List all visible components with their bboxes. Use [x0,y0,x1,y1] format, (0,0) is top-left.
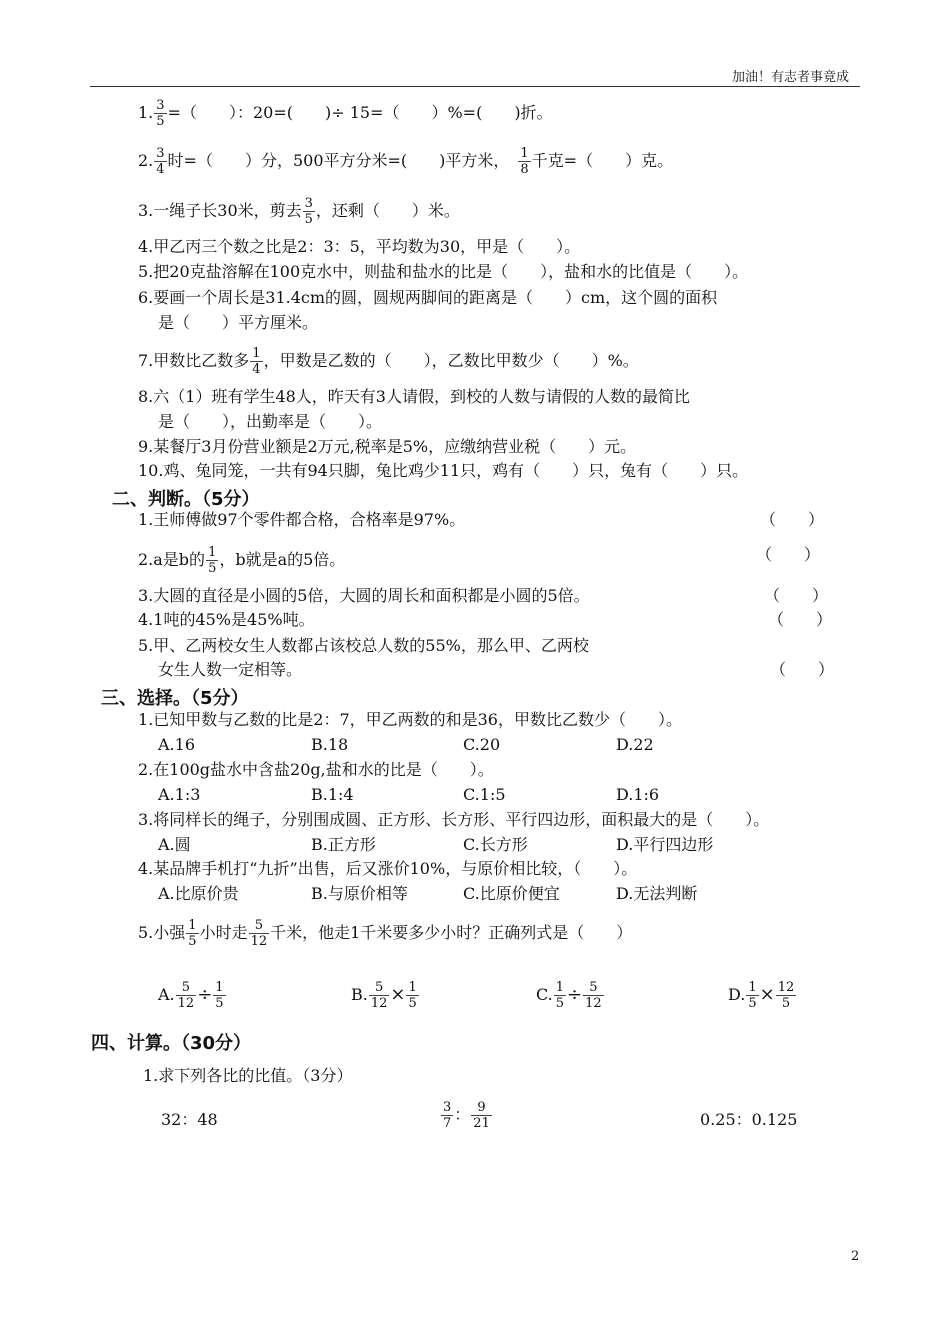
choice-option-a[interactable]: A.16 [158,735,195,754]
fraction: $\frac{1}{5}$ [208,545,217,576]
choice-option-d[interactable]: D.无法判断 [616,884,698,903]
fraction: $\frac{1}{5}$ [408,980,417,1011]
choice-option-c[interactable]: C.比原价便宜 [463,884,560,903]
answer-paren[interactable]: （ ） [764,586,829,605]
fraction: $\frac{5}{12}$ [585,980,602,1011]
choice-option-c[interactable]: C.20 [463,735,501,754]
fraction: $\frac{3}{5}$ [156,98,165,129]
choice-option-c[interactable]: C.1:5 [463,785,506,804]
fraction: $\frac{1}{5}$ [188,918,197,949]
fill-question-3: 3.一绳子长30米，剪去 $\frac{3}{5}$ ，还剩（ ）米。 [138,196,460,227]
choice-option-a[interactable]: A. $\frac{5}{12}$ ÷ $\frac{1}{5}$ [158,980,224,1011]
fill-question-10: 10.鸡、兔同笼，一共有94只脚，兔比鸡少11只，鸡有（ ）只，兔有（ ）只。 [138,461,749,480]
fill-question-7: 7.甲数比乙数多 $\frac{1}{4}$ ，甲数是乙数的（ ），乙数比甲数少（ ）%。 [138,346,639,377]
answer-paren[interactable]: （ ） [756,545,821,564]
choice-question-2: 2.在100g盐水中含盐20g,盐和水的比是（ ）。 [138,760,494,779]
choice-option-d[interactable]: D.1:6 [616,785,660,804]
ratio-3: 0.25：0.125 [700,1110,798,1129]
choice-option-b[interactable]: B.与原价相等 [311,884,408,903]
judge-question-4: 4.1吨的45%是45%吨。 [138,610,315,629]
choice-option-c[interactable]: C.长方形 [463,835,528,854]
ratio-1: 32：48 [161,1110,218,1129]
judge-question-5-line1: 5.甲、乙两校女生人数都占该校总人数的55%，那么甲、乙两校 [138,636,589,655]
fraction: $\frac{3}{5}$ [304,196,313,227]
answer-paren[interactable]: （ ） [770,660,835,679]
fraction: $\frac{5}{12}$ [250,918,268,949]
judge-question-5-line2: 女生人数一定相等。 [158,660,303,679]
choice-option-c[interactable]: C. $\frac{1}{5}$ ÷ $\frac{5}{12}$ [536,980,602,1011]
fraction: $\frac{1}{5}$ [555,980,565,1011]
fill-question-1: 1. $\frac{3}{5}$ =（ ）：20=( )÷ 15=（ ）%=( )折。 [138,98,553,129]
section-title-calc: 四、计算。（30分） [91,1033,252,1054]
calc-question-1: 1.求下列各比的比值。（3分） [143,1066,353,1085]
choice-option-a[interactable]: A.圆 [158,835,191,854]
ratio-2: $\frac{3}{7}$ ： $\frac{9}{21}$ [443,1100,490,1131]
answer-paren[interactable]: （ ） [760,510,825,529]
section-title-judge: 二、判断。（5分） [112,489,260,510]
fraction: $\frac{5}{12}$ [177,980,195,1011]
fraction: $\frac{5}{12}$ [370,980,388,1011]
answer-paren[interactable]: （ ） [768,610,833,629]
fill-question-8-line1: 8.六（1）班有学生48人，昨天有3人请假，到校的人数与请假的人数的最简比 [138,387,690,406]
choice-option-b[interactable]: B. $\frac{5}{12}$ × $\frac{1}{5}$ [351,980,417,1011]
section-title-choice: 三、选择。（5分） [101,688,249,709]
fill-question-5: 5.把20克盐溶解在100克水中，则盐和盐水的比是（ ），盐和水的比值是（ ）。 [138,262,749,281]
fraction: $\frac{1}{4}$ [252,346,261,377]
fill-question-6-line1: 6.要画一个周长是31.4cm的圆，圆规两脚间的距离是（ ）cm，这个圆的面积 [138,288,718,307]
choice-question-3: 3.将同样长的绳子，分别围成圆、正方形、长方形、平行四边形，面积最大的是（ ）。 [138,810,770,829]
choice-question-5: 5.小强 $\frac{1}{5}$ 小时走 $\frac{5}{12}$ 千米，他走1千米要多少小时？正确列式是（ ） [138,918,633,949]
choice-option-d[interactable]: D.22 [616,735,654,754]
choice-option-d[interactable]: D. $\frac{1}{5}$ × $\frac{12}{5}$ [728,980,795,1011]
fill-question-9: 9.某餐厅3月份营业额是2万元,税率是5%，应缴纳营业税（ ）元。 [138,437,637,456]
fill-question-2: 2. $\frac{3}{4}$ 时=（ ）分，500平方分米=( )平方米， $\frac{1}{8}$ 千克=（ ）克。 [138,146,674,177]
header-rule [90,86,860,87]
fraction: $\frac{1}{5}$ [215,980,224,1011]
choice-option-b[interactable]: B.18 [311,735,349,754]
choice-option-a[interactable]: A.1:3 [158,785,201,804]
fraction: $\frac{9}{21}$ [473,1100,490,1131]
choice-question-1: 1.已知甲数与乙数的比是2：7，甲乙两数的和是36，甲数比乙数少（ ）。 [138,710,682,729]
choice-question-4: 4.某品牌手机打“九折”出售，后又涨价10%，与原价相比较，（ ）。 [138,859,638,878]
choice-option-d[interactable]: D.平行四边形 [616,835,714,854]
page-number: 2 [851,1249,860,1264]
header-motto: 加油！有志者事竟成 [732,70,850,85]
fraction: $\frac{1}{8}$ [520,146,529,177]
fill-question-4: 4.甲乙丙三个数之比是2：3：5，平均数为30，甲是（ ）。 [138,237,581,256]
judge-question-1: 1.王师傅做97个零件都合格，合格率是97%。 [138,510,466,529]
fraction: $\frac{1}{5}$ [748,980,757,1011]
judge-question-2: 2.a是b的 $\frac{1}{5}$ ，b就是a的5倍。 [138,545,346,576]
fraction: $\frac{3}{7}$ [443,1100,452,1131]
fraction: $\frac{3}{4}$ [156,146,165,177]
choice-option-b[interactable]: B.1:4 [311,785,354,804]
judge-question-3: 3.大圆的直径是小圆的5倍，大圆的周长和面积都是小圆的5倍。 [138,586,590,605]
fraction: $\frac{12}{5}$ [777,980,795,1011]
choice-option-b[interactable]: B.正方形 [311,835,376,854]
choice-option-a[interactable]: A.比原价贵 [158,884,239,903]
fill-question-8-line2: 是（ ），出勤率是（ ）。 [158,412,383,431]
fill-question-6-line2: 是（ ）平方厘米。 [158,313,319,332]
